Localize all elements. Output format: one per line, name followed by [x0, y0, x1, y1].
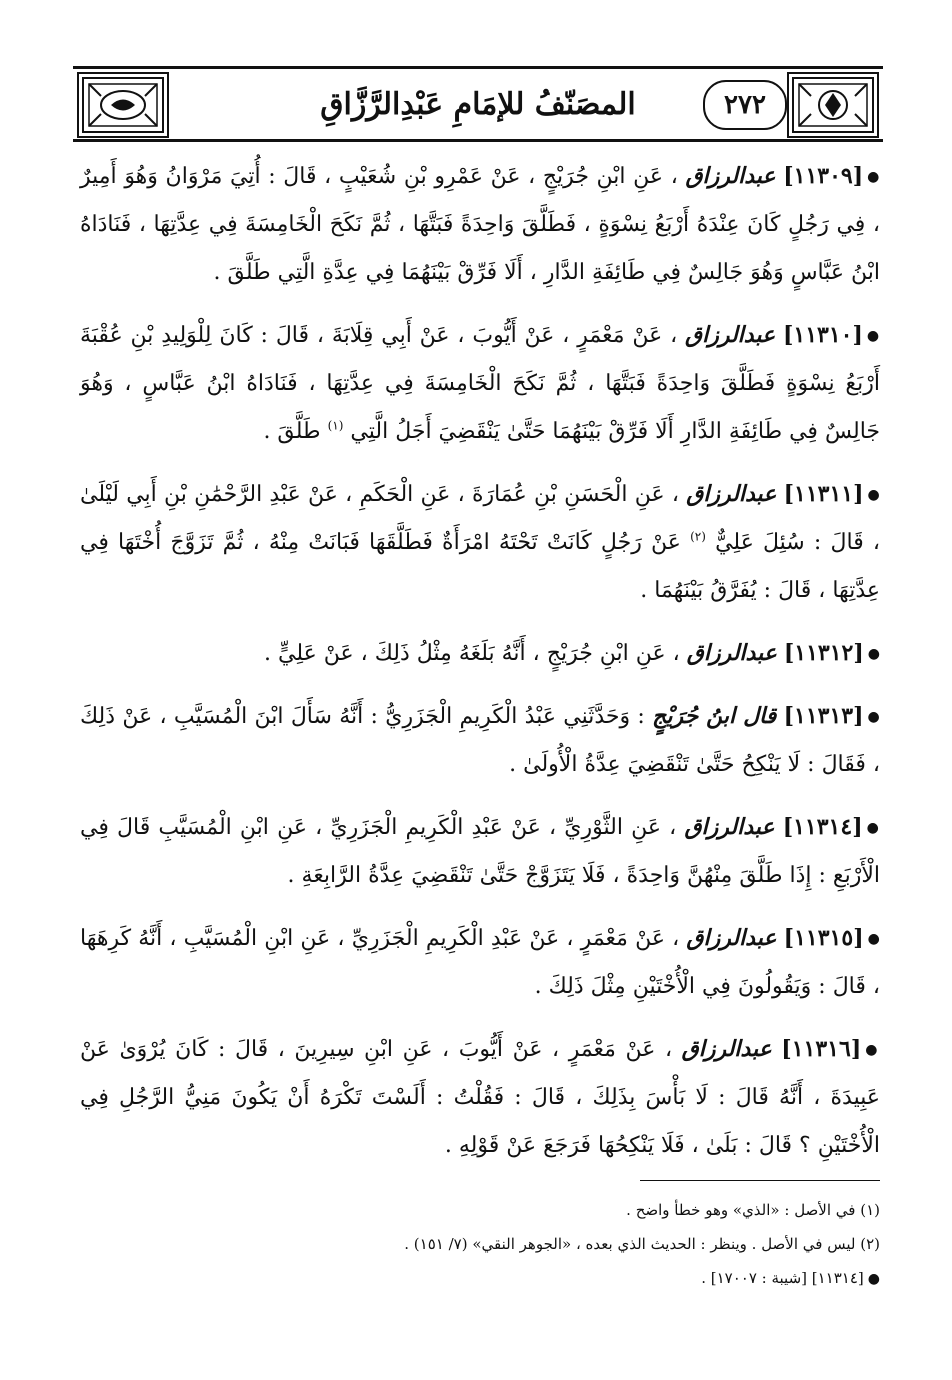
bullet-icon: ●	[867, 931, 880, 947]
header-ornament-left	[77, 72, 169, 138]
hadith-text: ، عَنْ مَعْمَرٍ ، عَنْ أَيُّوبَ ، عَنْ أَبِي قِلَابَةَ ، قَالَ : كَانَ لِلْوَلِيدِ بْنِ عُقْبَةَ أَرْبَعُ نِسْوَةٍ فَطَلَّقَ وَاحِدَةً فَبَتَّهَا ، ثُمَّ نَكَحَ الْخَامِسَةَ فِي عِدَّتِهَا ، فَنَادَاهُ ابْنُ عَبَّاسٍ ، وَهُوَ جَالِسٌ فِي طَائِفَةِ الدَّارِ أَلَا فَرِّقْ بَيْنَهُمَا حَتَّىٰ يَنْقَضِيَ أَجَلُ الَّتِي	[80, 323, 880, 444]
narrator: عبدالرزاق	[686, 925, 777, 951]
footnotes	[80, 1180, 880, 1296]
hadith-text: ، عَنِ الْحَسَنِ بْنِ عُمَارَةَ ، عَنِ الْحَكَمِ ، عَنْ عَبْدِ الرَّحْمَٰنِ بْنِ أَبِي لَيْلَىٰ ، قَالَ : سُئِلَ عَلِيٌّ	[80, 482, 880, 555]
footnote-2: (٢) ليس في الأصل . وينظر : الحديث الذي بعده ، «الجوهر النقي» (٧/ ١٥١) .	[404, 1235, 880, 1253]
narrator: عبدالرزاق	[686, 481, 777, 507]
bullet-icon: ●	[867, 169, 881, 185]
hadith-text: : وَحَدَّثَنِي عَبْدُ الْكَرِيمِ الْجَزَرِيُّ : أَنَّهُ سَأَلَ ابْنَ الْمُسَيَّبِ ، عَنْ ذَلِكَ ، فَقَالَ : لَا يَنْكِحُ حَتَّىٰ تَنْقَضِيَ عِدَّةُ الْأُولَىٰ .	[80, 704, 880, 777]
main-text	[80, 152, 880, 1184]
hadith-number: [١١٣١١]	[783, 481, 864, 507]
narrator: عبدالرزاق	[686, 640, 777, 666]
hadith-entry	[80, 1025, 880, 1170]
footnote-ref[interactable]: (١)	[327, 418, 344, 433]
page-header	[73, 66, 883, 142]
bullet-icon: ●	[865, 1042, 881, 1058]
bullet-icon: ●	[866, 820, 881, 836]
hadith-number: [١١٣١٦]	[781, 1036, 862, 1062]
hadith-text: ، عَنِ ابْنِ جُرَيْجٍ ، عَنْ عَمْرِو بْنِ شُعَيْبٍ ، قَالَ : أُتِيَ مَرْوَانُ وَهُوَ أَمِيرٌ ، فِي رَجُلٍ كَانَ عِنْدَهُ أَرْبَعُ نِسْوَةٍ ، فَطَلَّقَ وَاحِدَةً فَبَتَّهَا ، ثُمَّ نَكَحَ الْخَامِسَةَ فِي عِدَّتِهَا ، فَنَادَاهُ ابْنُ عَبَّاسٍ وَهُوَ جَالِسٌ فِي طَائِفَةِ الدَّارِ ، أَلَا فَرِّقْ بَيْنَهُمَا فِي عِدَّةِ الَّتِي طَلَّقَ .	[80, 164, 880, 285]
header-ornament-right	[787, 72, 879, 138]
page-number: ٢٧٢	[703, 80, 787, 130]
narrator: عبدالرزاق	[685, 322, 776, 348]
hadith-text: ، عَنِ ابْنِ جُرَيْجٍ ، أَنَّهُ بَلَغَهُ مِثْلُ ذَلِكَ ، عَنْ عَلِيٍّ .	[264, 641, 680, 666]
arabesque-ornament-icon	[81, 76, 165, 134]
narrator: عبدالرزاق	[681, 1036, 772, 1062]
hadith-text: ، عَنْ مَعْمَرٍ ، عَنْ عَبْدِ الْكَرِيمِ الْجَزَرِيِّ ، عَنِ ابْنِ الْمُسَيَّبِ ، أَنَّهُ كَرِهَهَا ، قَالَ : وَيَقُولُونَ فِي الْأُخْتَيْنِ مِثْلَ ذَلِكَ .	[80, 926, 880, 999]
footnote-3	[80, 1261, 880, 1296]
bullet-icon: ●	[867, 487, 881, 503]
bullet-icon: ●	[866, 328, 880, 344]
hadith-entry	[80, 914, 880, 1011]
hadith-text-after: طَلَّقَ .	[263, 419, 321, 444]
hadith-number: [١١٣٠٩]	[783, 163, 864, 189]
hadith-entry	[80, 629, 880, 678]
bullet-icon: ●	[867, 709, 881, 725]
footnote-3-text: [١١٣١٤] [شيبة : ١٧٠٠٧] .	[701, 1269, 864, 1287]
bullet-icon: ●	[867, 646, 880, 662]
hadith-entry	[80, 311, 880, 456]
hadith-entry	[80, 470, 880, 615]
hadith-text: ، عَنِ الثَّوْرِيِّ ، عَنْ عَبْدِ الْكَرِيمِ الْجَزَرِيِّ ، عَنِ ابْنِ الْمُسَيَّبِ قَالَ فِي الْأَرْبَعِ : إِذَا طَلَّقَ مِنْهُنَّ وَاحِدَةً ، فَلَا يَتَزَوَّجْ حَتَّىٰ تَنْقَضِيَ عِدَّةُ الرَّابِعَةِ .	[80, 815, 880, 888]
running-title: المصَنّفُ للإمَامِ عَبْدِالرَّزَّاقِ	[320, 86, 636, 122]
narrator: عبدالرزاق	[685, 163, 776, 189]
hadith-number: [١١٣١٠]	[782, 322, 863, 348]
narrator: قال ابنُ جُرَيْجٍ	[652, 703, 777, 729]
hadith-text-after: عَنْ رَجُلٍ كَانَتْ تَحْتَهُ امْرَأَةٌ فَطَلَّقَهَا فَبَانَتْ مِنْهُ ، ثُمَّ تَزَوَّجَ أُخْتَهَا فِي عِدَّتِهَا ، قَالَ : يُفَرَّقُ بَيْنَهُمَا .	[80, 530, 880, 603]
footnote-1: (١) في الأصل : «الذي» وهو خطأ واضح .	[626, 1201, 880, 1219]
footnote-divider	[640, 1180, 880, 1181]
hadith-number: [١١٣١٥]	[783, 925, 864, 951]
hadith-number: [١١٣١٣]	[783, 703, 864, 729]
hadith-number: [١١٣١٢]	[783, 640, 864, 666]
hadith-entry	[80, 803, 880, 900]
hadith-text: ، عَنْ مَعْمَرٍ ، عَنْ أَيُّوبَ ، عَنِ ابْنِ سِيرِينَ ، قَالَ : كَانَ يُرْوَىٰ عَنْ عَبِيدَةَ ، أَنَّهُ قَالَ : لَا بَأْسَ بِذَلِكَ ، قَالَ : فَقُلْتُ : أَلَسْتَ تَكْرَهُ أَنْ يَكُونَ مَنِيُّ الرَّجُلِ فِي الْأُخْتَيْنِ ؟ قَالَ : بَلَىٰ ، فَلَا يَنْكِحُهَا فَرَجَعَ عَنْ قَوْلِهِ .	[80, 1037, 880, 1158]
hadith-entry	[80, 692, 880, 789]
hadith-number: [١١٣١٤]	[782, 814, 863, 840]
arabesque-ornament-icon	[791, 76, 875, 134]
footnote-ref[interactable]: (٢)	[690, 529, 706, 544]
hadith-entry	[80, 152, 880, 297]
bullet-icon: ●	[867, 1271, 880, 1287]
narrator: عبدالرزاق	[684, 814, 775, 840]
